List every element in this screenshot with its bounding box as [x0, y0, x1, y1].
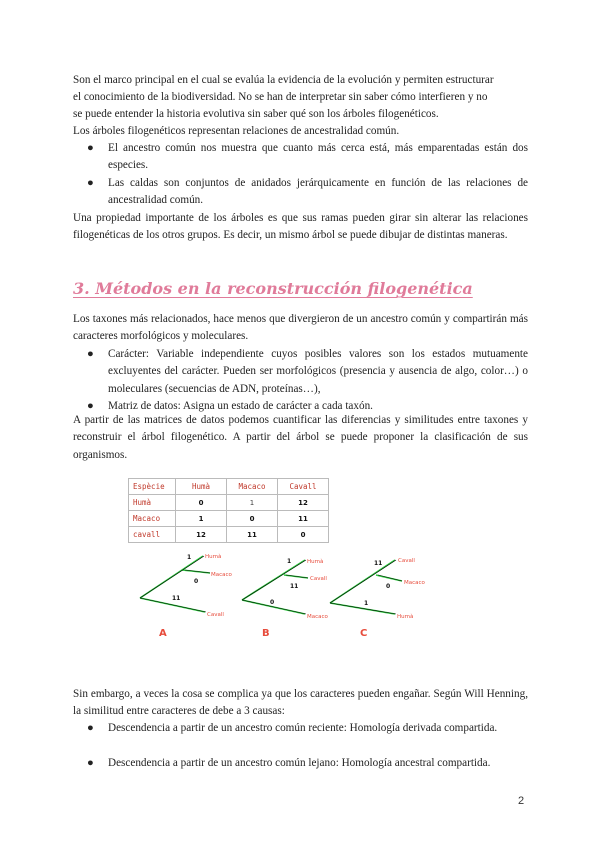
branch-label: 1 — [187, 554, 192, 561]
paragraph-branches: Una propiedad importante de los árboles es que sus ramas pueden girar sin alterar las relaciones filogenéticas de los otros grupos. Es decir, un mismo árbol se puede dibujar de distintas maneras. — [73, 212, 528, 242]
intro-line-4: Los árboles filogenéticos representan relaciones de ancestralidad común. — [73, 125, 400, 137]
table-cell: 11 — [278, 511, 329, 527]
list-item — [87, 175, 528, 210]
tree-letter: C — [360, 628, 368, 639]
bullet-icon: ● — [87, 142, 94, 154]
branch-label: 1 — [364, 600, 369, 607]
taxon-label: Cavall — [207, 612, 224, 618]
table-header: Cavall — [278, 479, 329, 495]
taxon-label: Cavall — [398, 558, 415, 564]
paragraph-henning: Sin embargo, a veces la cosa se complica ya que los caracteres pueden engañar. Según Will Henning, la similitud entre caracteres de debe a 3 causas: — [73, 688, 528, 718]
table-row-header: Macaco — [129, 511, 176, 527]
table-cell: 0 — [278, 527, 329, 543]
phylogenetic-trees-figure — [130, 548, 430, 643]
taxon-label: Macaco — [404, 580, 425, 586]
list-item-text: Matriz de datos: Asigna un estado de carácter a cada taxón. — [108, 400, 373, 412]
paragraph-taxa: Los taxones más relacionados, hace menos que divergieron de un ancestro común y compartirán más caracteres morfológicos y moleculares. — [73, 313, 528, 343]
tree-c — [330, 558, 426, 639]
list-item-text: Las caldas son conjuntos de anidados jerárquicamente en función de las relaciones de ancestralidad común. — [108, 177, 528, 207]
list-item-text: Descendencia a partir de un ancestro común reciente: Homología derivada compartida. — [108, 722, 498, 734]
list-item — [87, 346, 528, 398]
tree-letter: B — [262, 628, 270, 639]
list-item — [87, 140, 528, 175]
bullet-icon: ● — [87, 177, 94, 189]
list-item-text: Descendencia a partir de un ancestro común lejano: Homología ancestral compartida. — [108, 757, 491, 769]
branch-label: 0 — [194, 578, 199, 585]
paragraph-matrices: A partir de las matrices de datos podemos cuantificar las diferencias y similitudes entre taxones y reconstruir el árbol filogenético. A partir del árbol se puede proponer la clasificación de sus organismos. — [73, 414, 528, 461]
section-heading: 3. Métodos en la reconstrucción filogenética — [73, 279, 473, 298]
branch-label: 0 — [270, 599, 275, 606]
taxon-label: Cavall — [310, 576, 327, 582]
list-item-text: Carácter: Variable independiente cuyos posibles valores son los estados mutuamente excluyentes del carácter. Pueden ser morfológicos (presencia y ausencia de algo, color…) o moleculares (secuencias de ADN, proteínas…), — [108, 348, 528, 395]
branch-label: 11 — [172, 595, 181, 602]
table-row-header: Humà — [129, 495, 176, 511]
table-cell: 1 — [176, 511, 227, 527]
bullet-icon: ● — [87, 348, 94, 360]
bullet-icon: ● — [87, 757, 94, 769]
table-cell: 0 — [176, 495, 227, 511]
branch-label: 11 — [290, 583, 299, 590]
table-row-header: cavall — [129, 527, 176, 543]
table-row — [129, 511, 329, 527]
table-cell: 0 — [227, 511, 278, 527]
tree-a — [140, 553, 233, 639]
taxon-label: Macaco — [307, 614, 328, 620]
table-header: Humà — [176, 479, 227, 495]
branch-label: 1 — [287, 558, 292, 565]
table-header-row — [129, 479, 329, 495]
taxon-label: Humà — [307, 559, 324, 565]
table-header: Espècie — [129, 479, 176, 495]
list-item — [87, 720, 528, 737]
list-item — [87, 755, 528, 772]
bullet-icon: ● — [87, 722, 94, 734]
bullet-icon: ● — [87, 400, 94, 412]
table-header: Macaco — [227, 479, 278, 495]
list-item-text: El ancestro común nos muestra que cuanto más cerca está, más emparentadas están dos especies. — [108, 142, 528, 172]
tree-b — [242, 558, 329, 639]
taxon-label: Humà — [397, 614, 414, 620]
table-row — [129, 527, 329, 543]
table-cell: 11 — [227, 527, 278, 543]
table-cell: 12 — [278, 495, 329, 511]
page-number: 2 — [518, 795, 525, 807]
taxon-label: Humà — [205, 554, 222, 560]
table-cell: 1 — [227, 495, 278, 511]
intro-line-3: se puede entender la historia evolutiva sin saber qué son los árboles filogenéticos. — [73, 108, 439, 120]
data-matrix-table — [128, 478, 329, 543]
table-cell: 12 — [176, 527, 227, 543]
taxon-label: Macaco — [211, 572, 232, 578]
table-row — [129, 495, 329, 511]
branch-label: 0 — [386, 583, 391, 590]
branch-label: 11 — [374, 560, 383, 567]
intro-line-1: Son el marco principal en el cual se evalúa la evidencia de la evolución y permiten estructurar — [73, 74, 494, 86]
intro-line-2: el conocimiento de la biodiversidad. No se han de interpretar sin saber cómo interfieren y no — [73, 91, 488, 103]
tree-letter: A — [159, 628, 167, 639]
